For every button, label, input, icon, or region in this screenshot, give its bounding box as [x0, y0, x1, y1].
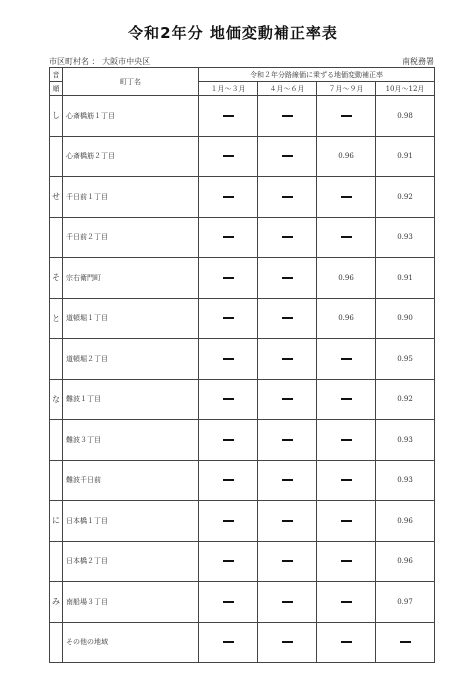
- table-row: [50, 622, 435, 663]
- not-applicable-cell: [258, 298, 317, 339]
- town-name-cell: 宗右衛門町: [63, 258, 199, 299]
- dash-mark: [282, 358, 293, 360]
- rate-value-cell: 0.93: [376, 217, 435, 258]
- rate-value-cell: 0.98: [376, 96, 435, 137]
- dash-mark: [223, 601, 234, 603]
- kana-index-cell: [50, 136, 63, 177]
- dash-mark: [223, 479, 234, 481]
- kana-index-cell: [50, 460, 63, 501]
- not-applicable-cell: [199, 622, 258, 663]
- dash-mark: [223, 115, 234, 117]
- dash-mark: [282, 277, 293, 279]
- town-name-cell: 日本橋２丁目: [63, 541, 199, 582]
- table-row: [50, 379, 435, 420]
- kana-index-cell: み: [50, 582, 63, 623]
- rate-value-cell: 0.93: [376, 460, 435, 501]
- kana-header-top: 音: [50, 68, 63, 82]
- not-applicable-cell: [258, 339, 317, 380]
- dash-mark: [223, 641, 234, 643]
- dash-mark: [223, 520, 234, 522]
- table-row: [50, 177, 435, 218]
- dash-mark: [223, 317, 234, 319]
- not-applicable-cell: [258, 177, 317, 218]
- dash-mark: [341, 439, 352, 441]
- not-applicable-cell: [376, 622, 435, 663]
- not-applicable-cell: [199, 298, 258, 339]
- dash-mark: [282, 601, 293, 603]
- rate-value-cell: 0.90: [376, 298, 435, 339]
- town-name-cell: 心斎橋筋１丁目: [63, 96, 199, 137]
- not-applicable-cell: [199, 177, 258, 218]
- kana-index-cell: な: [50, 379, 63, 420]
- dash-mark: [282, 641, 293, 643]
- not-applicable-cell: [317, 96, 376, 137]
- rate-value-cell: 0.96: [376, 501, 435, 542]
- dash-mark: [282, 560, 293, 562]
- not-applicable-cell: [258, 460, 317, 501]
- period-header: ７月～９月: [317, 82, 376, 96]
- dash-mark: [223, 277, 234, 279]
- not-applicable-cell: [258, 501, 317, 542]
- town-name-cell: 日本橋１丁目: [63, 501, 199, 542]
- not-applicable-cell: [317, 177, 376, 218]
- not-applicable-cell: [199, 582, 258, 623]
- dash-mark: [282, 115, 293, 117]
- not-applicable-cell: [199, 217, 258, 258]
- dash-mark: [282, 398, 293, 400]
- dash-mark: [223, 358, 234, 360]
- not-applicable-cell: [199, 96, 258, 137]
- not-applicable-cell: [199, 339, 258, 380]
- not-applicable-cell: [317, 460, 376, 501]
- town-name-cell: 道頓堀１丁目: [63, 298, 199, 339]
- dash-mark: [223, 155, 234, 157]
- not-applicable-cell: [199, 420, 258, 461]
- town-name-cell: 千日前２丁目: [63, 217, 199, 258]
- dash-mark: [282, 196, 293, 198]
- table-row: [50, 501, 435, 542]
- town-name-cell: その他の地域: [63, 622, 199, 663]
- table-row: [50, 420, 435, 461]
- rate-value-cell: 0.95: [376, 339, 435, 380]
- not-applicable-cell: [199, 541, 258, 582]
- rate-value-cell: 0.96: [317, 136, 376, 177]
- not-applicable-cell: [317, 420, 376, 461]
- table-body: [50, 96, 435, 663]
- town-name-cell: 難波千日前: [63, 460, 199, 501]
- town-name-cell: 道頓堀２丁目: [63, 339, 199, 380]
- not-applicable-cell: [317, 379, 376, 420]
- town-name-cell: 心斎橋筋２丁目: [63, 136, 199, 177]
- dash-mark: [223, 196, 234, 198]
- period-header: 10月～12月: [376, 82, 435, 96]
- dash-mark: [341, 236, 352, 238]
- not-applicable-cell: [258, 622, 317, 663]
- kana-header-bottom: 順: [50, 82, 63, 96]
- not-applicable-cell: [258, 541, 317, 582]
- period-header: １月～３月: [199, 82, 258, 96]
- dash-mark: [282, 317, 293, 319]
- kana-index-cell: せ: [50, 177, 63, 218]
- dash-mark: [341, 115, 352, 117]
- not-applicable-cell: [317, 217, 376, 258]
- name-header: 町丁名: [63, 68, 199, 96]
- kana-index-cell: [50, 217, 63, 258]
- kana-index-cell: と: [50, 298, 63, 339]
- kana-index-cell: [50, 420, 63, 461]
- rate-value-cell: 0.97: [376, 582, 435, 623]
- dash-mark: [223, 439, 234, 441]
- tax-office-label: 南税務署: [402, 57, 434, 66]
- not-applicable-cell: [317, 501, 376, 542]
- table-row: [50, 339, 435, 380]
- table-row: [50, 298, 435, 339]
- not-applicable-cell: [317, 541, 376, 582]
- rate-value-cell: 0.96: [376, 541, 435, 582]
- table-row: [50, 582, 435, 623]
- rate-value-cell: 0.93: [376, 420, 435, 461]
- not-applicable-cell: [199, 460, 258, 501]
- rate-value-cell: 0.92: [376, 177, 435, 218]
- dash-mark: [223, 560, 234, 562]
- not-applicable-cell: [317, 622, 376, 663]
- kana-index-cell: [50, 622, 63, 663]
- not-applicable-cell: [258, 217, 317, 258]
- dash-mark: [282, 479, 293, 481]
- town-name-cell: 難波３丁目: [63, 420, 199, 461]
- dash-mark: [341, 196, 352, 198]
- table-row: [50, 541, 435, 582]
- dash-mark: [341, 520, 352, 522]
- table-row: [50, 258, 435, 299]
- correction-rate-table: [49, 67, 435, 663]
- dash-mark: [341, 601, 352, 603]
- not-applicable-cell: [317, 582, 376, 623]
- dash-mark: [341, 479, 352, 481]
- rate-value-cell: 0.92: [376, 379, 435, 420]
- kana-index-cell: し: [50, 96, 63, 137]
- not-applicable-cell: [199, 136, 258, 177]
- rate-value-cell: 0.91: [376, 258, 435, 299]
- not-applicable-cell: [258, 582, 317, 623]
- town-name-cell: 難波１丁目: [63, 379, 199, 420]
- header-row-1: [50, 68, 435, 82]
- kana-index-cell: [50, 541, 63, 582]
- dash-mark: [282, 155, 293, 157]
- not-applicable-cell: [258, 379, 317, 420]
- table-row: [50, 96, 435, 137]
- rate-value-cell: 0.96: [317, 298, 376, 339]
- kana-index-cell: そ: [50, 258, 63, 299]
- not-applicable-cell: [199, 258, 258, 299]
- table-row: [50, 136, 435, 177]
- not-applicable-cell: [258, 258, 317, 299]
- not-applicable-cell: [258, 420, 317, 461]
- city-label: 市区町村名 ： 大阪市中央区: [49, 57, 151, 66]
- not-applicable-cell: [199, 501, 258, 542]
- kana-index-cell: に: [50, 501, 63, 542]
- rate-value-cell: 0.91: [376, 136, 435, 177]
- dash-mark: [223, 236, 234, 238]
- town-name-cell: 南船場３丁目: [63, 582, 199, 623]
- kana-index-cell: [50, 339, 63, 380]
- dash-mark: [341, 641, 352, 643]
- town-name-cell: 千日前１丁目: [63, 177, 199, 218]
- table-row: [50, 460, 435, 501]
- not-applicable-cell: [258, 136, 317, 177]
- period-header: ４月～６月: [258, 82, 317, 96]
- not-applicable-cell: [199, 379, 258, 420]
- dash-mark: [282, 520, 293, 522]
- rate-group-header: 令和２年分路線価に乗ずる地価変動補正率: [199, 68, 435, 82]
- dash-mark: [341, 398, 352, 400]
- page-title: 令和2年分 地価変動補正率表: [128, 24, 338, 42]
- rate-value-cell: 0.96: [317, 258, 376, 299]
- not-applicable-cell: [317, 339, 376, 380]
- dash-mark: [282, 439, 293, 441]
- dash-mark: [341, 560, 352, 562]
- dash-mark: [341, 358, 352, 360]
- dash-mark: [223, 398, 234, 400]
- dash-mark: [282, 236, 293, 238]
- table-row: [50, 217, 435, 258]
- not-applicable-cell: [258, 96, 317, 137]
- dash-mark: [400, 641, 411, 643]
